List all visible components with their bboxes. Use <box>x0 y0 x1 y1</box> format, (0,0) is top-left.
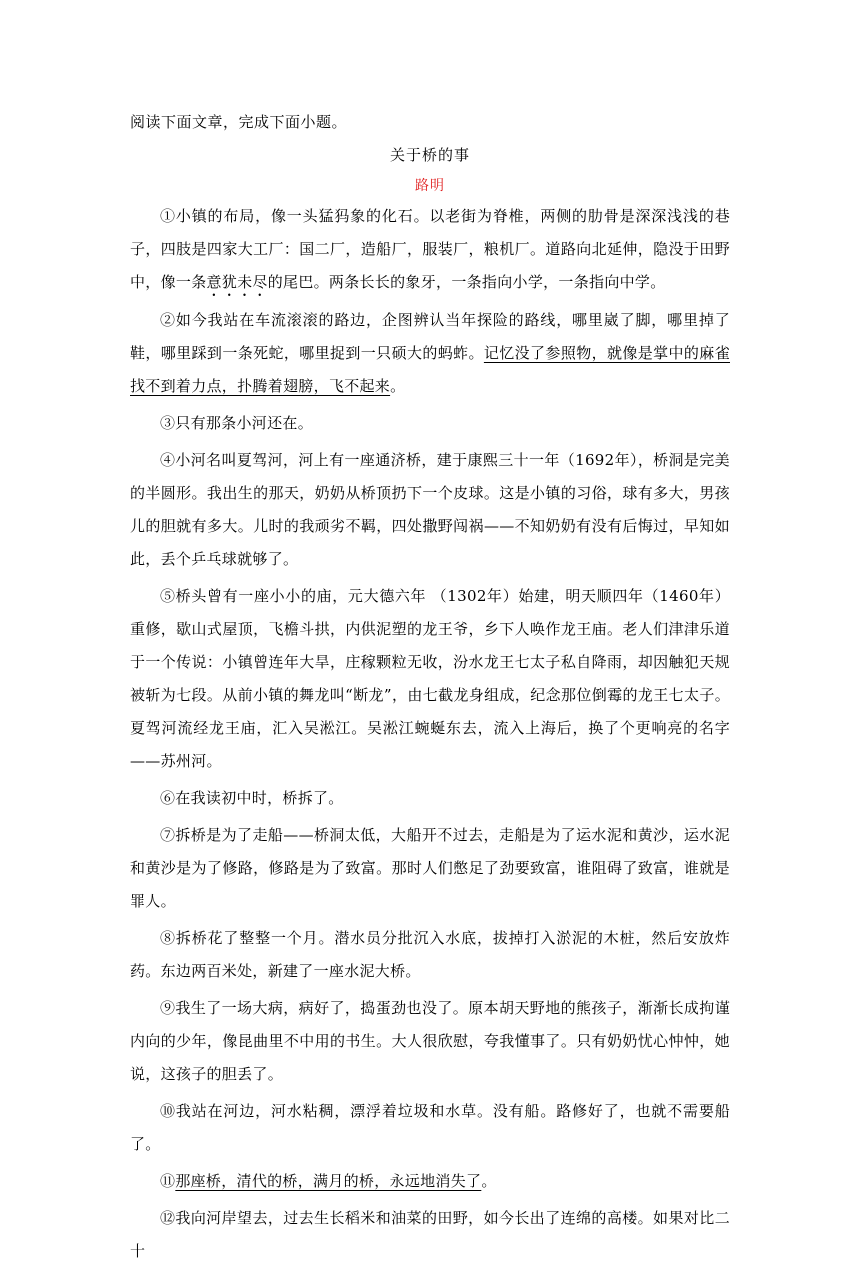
paragraph-1 <box>130 200 730 300</box>
article-title: 关于桥的事 <box>389 146 470 164</box>
underlined-sentence-2: 记忆没了参照物，就像是掌中的麻雀找不到着力点，扑腾着翅膀，飞不起来 <box>130 344 730 395</box>
paragraph-2-text-b: 。 <box>390 377 406 395</box>
paragraph-7: ⑦拆桥是为了走船——桥洞太低，大船开不过去，走船是为了运水泥和黄沙，运水泥和黄沙是为了修路，修路是为了致富。那时人们憋足了劲要致富，谁阻碍了致富，谁就是罪人。 <box>130 826 730 910</box>
instruction: 阅读下面文章，完成下面小题。 <box>130 113 348 131</box>
paragraph-9: ⑨我生了一场大病，病好了，捣蛋劲也没了。原本胡天野地的熊孩子，渐渐长成拘谨内向的少年，像昆曲里不中用的书生。大人很欣慰，夸我懂事了。只有奶奶忧心忡忡，她说，这孩子的胆丢了。 <box>130 999 730 1083</box>
dotted-phrase: 意犹未尽 <box>206 273 268 291</box>
paragraph-6: ⑥在我读初中时，桥拆了。 <box>160 789 344 807</box>
article-author: 路明 <box>415 178 445 194</box>
paragraph-4: ④小河名叫夏驾河，河上有一座通济桥，建于康熙三十一年（1692年），桥洞是完美的半圆形。我出生的那天，奶奶从桥顶扔下一个皮球。这是小镇的习俗，球有多大，男孩儿的胆就有多大。儿时的我顽劣不羁，四处撒野闯祸——不知奶奶有没有后悔过，早知如此，丢个乒乓球就够了。 <box>130 451 730 568</box>
paragraph-1-text-a: ①小镇的布局，像一头猛犸象的化石。以老街为脊椎，两侧的肋骨是深深浅浅的巷子，四肢是四家大工厂：国二厂，造船厂，服装厂，粮机厂。道路向北延伸，隐没于田野中，像一条 <box>130 207 730 291</box>
underlined-sentence-11: 那座桥，清代的桥，满月的桥，永远地消失了 <box>175 1172 482 1190</box>
paragraph-8: ⑧拆桥花了整整一个月。潜水员分批沉入水底，拔掉打入淤泥的木桩，然后安放炸药。东边两百米处，新建了一座水泥大桥。 <box>130 929 730 980</box>
paragraph-11 <box>130 1165 730 1198</box>
paragraph-10: ⑩我站在河边，河水粘稠，漂浮着垃圾和水草。没有船。路修好了，也就不需要船了。 <box>130 1102 730 1153</box>
paragraph-11-number: ⑪ <box>160 1172 176 1190</box>
paragraph-2-text-a: ②如今我站在车流滚滚的路边，企图辨认当年探险的路线，哪里崴了脚，哪里掉了鞋，哪里踩到一条死蛇，哪里捉到一只硕大的蚂蚱。 <box>130 311 730 362</box>
document-page <box>130 108 730 1272</box>
paragraph-12: ⑫我向河岸望去，过去生长稻米和油菜的田野，如今长出了连绵的高楼。如果对比二十 <box>130 1209 730 1260</box>
paragraph-5: ⑤桥头曾有一座小小的庙，元大德六年 （1302年）始建，明天顺四年（1460年）重修，歇山式屋顶，飞檐斗拱，内供泥塑的龙王爷，乡下人唤作龙王庙。老人们津津乐道于一个传说：小镇曾连年大旱，庄稼颗粒无收，汾水龙王七太子私自降雨，却因触犯天规被斩为七段。从前小镇的舞龙叫“断龙”，由七截龙身组成，纪念那位倒霉的龙王七太子。夏驾河流经龙王庙，汇入吴淞江。吴淞江蜿蜒东去，流入上海后，换了个更响亮的名字——苏州河。 <box>130 587 730 770</box>
paragraph-1-text-b: 的尾巴。两条长长的象牙，一条指向小学，一条指向中学。 <box>267 273 666 291</box>
paragraph-2 <box>130 304 730 403</box>
paragraph-11-text-b: 。 <box>481 1172 497 1190</box>
paragraph-3: ③只有那条小河还在。 <box>160 414 314 432</box>
